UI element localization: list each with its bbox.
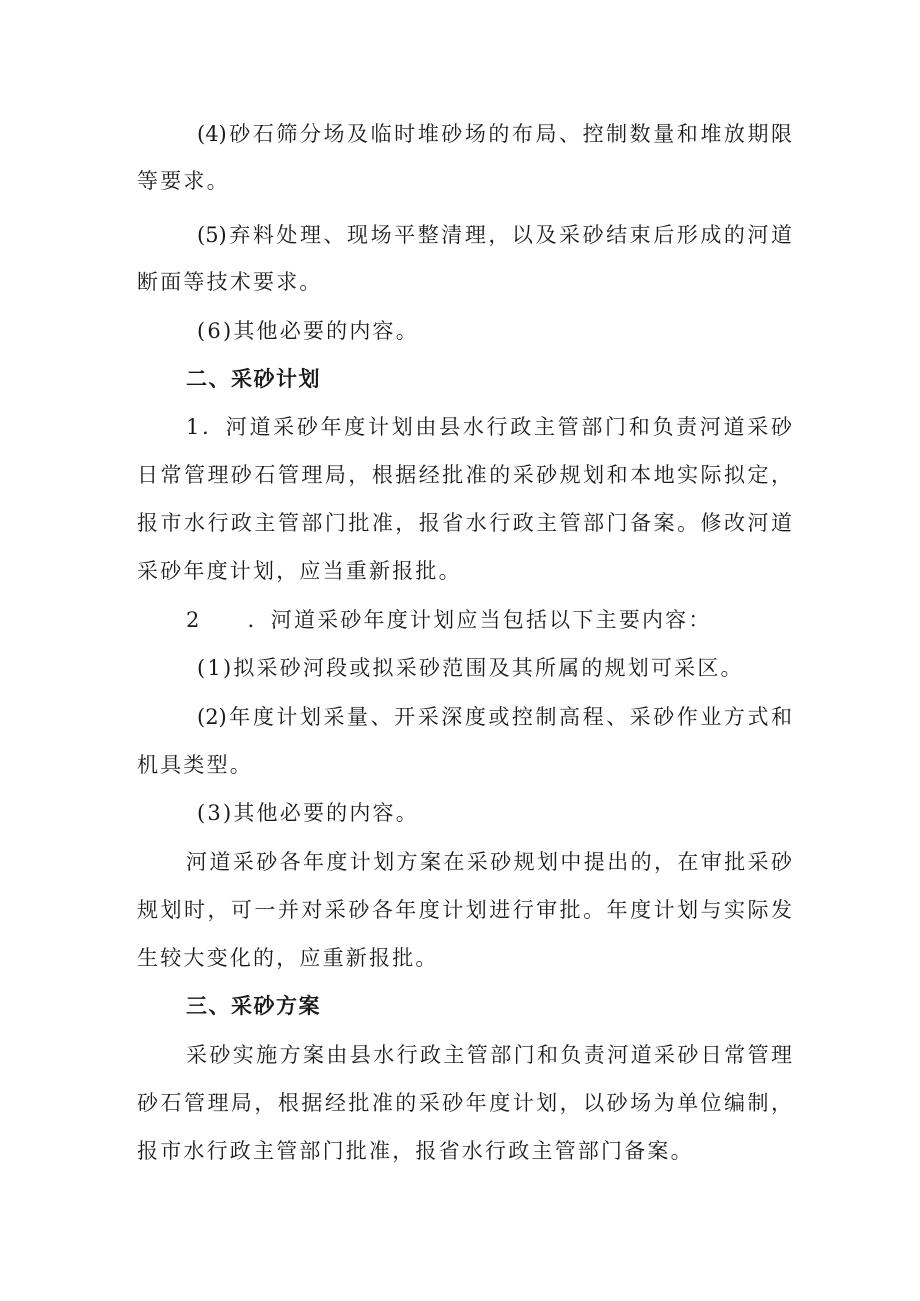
paragraph-sub-1: (1)拟采砂河段或拟采砂范围及其所属的规划可采区。 — [197, 656, 744, 680]
paragraph-approval-line-3: 生较大变化的，应重新报批。 — [137, 946, 439, 970]
paragraph-plan-1-line-3: 报市水行政主管部门批准，报省水行政主管部门备案。修改河道 — [137, 511, 792, 535]
paragraph-scheme-line-2: 砂石管理局，根据经批准的采砂年度计划，以砂场为单位编制， — [137, 1091, 792, 1115]
paragraph-sub-2-line-1: (2)年度计划采量、开采深度或控制高程、采砂作业方式和 — [197, 705, 792, 729]
paragraph-plan-1-line-4: 采砂年度计划，应当重新报批。 — [137, 559, 462, 583]
paragraph-sub-3: (3)其他必要的内容。 — [197, 801, 419, 825]
paragraph-plan-2 — [186, 600, 792, 640]
paragraph-sub-2-line-2: 机具类型。 — [137, 753, 253, 777]
paragraph-scheme-line-3: 报市水行政主管部门批准，报省水行政主管部门备案。 — [137, 1139, 694, 1163]
section-heading-plan: 二、采砂计划 — [186, 367, 321, 391]
item-number: 2 — [186, 608, 202, 632]
section-heading-scheme: 三、采砂方案 — [186, 994, 321, 1018]
paragraph-approval-line-2: 规划时，可一并对采砂各年度计划进行审批。年度计划与实际发 — [137, 898, 792, 922]
paragraph-item-4-line-2: 等要求。 — [137, 169, 230, 193]
item-text: ．河道采砂年度计划应当包括以下主要内容： — [247, 608, 712, 632]
paragraph-scheme-line-1: 采砂实施方案由县水行政主管部门和负责河道采砂日常管理 — [186, 1043, 792, 1067]
paragraph-item-5-line-2: 断面等技术要求。 — [137, 270, 323, 294]
paragraph-approval-line-1: 河道采砂各年度计划方案在采砂规划中提出的，在审批采砂 — [186, 850, 792, 874]
paragraph-item-6: (6)其他必要的内容。 — [197, 319, 419, 343]
paragraph-plan-1-line-2: 日常管理砂石管理局，根据经批准的采砂规划和本地实际拟定， — [137, 463, 792, 487]
paragraph-item-5-line-1: (5)弃料处理、现场平整清理，以及采砂结束后形成的河道 — [197, 223, 792, 247]
paragraph-plan-1-line-1: 1．河道采砂年度计划由县水行政主管部门和负责河道采砂 — [186, 415, 792, 439]
paragraph-item-4-line-1: (4)砂石筛分场及临时堆砂场的布局、控制数量和堆放期限 — [197, 122, 792, 146]
